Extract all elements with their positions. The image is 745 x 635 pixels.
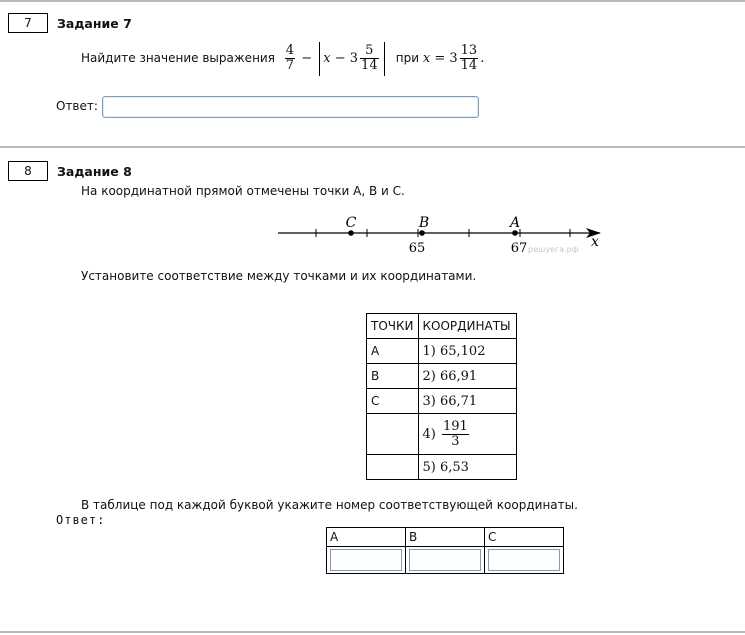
point-cell bbox=[367, 455, 419, 480]
answer-input-c[interactable] bbox=[488, 549, 560, 571]
point-cell: B bbox=[367, 364, 419, 389]
fraction-191-3: $\frac{191}{3}$ bbox=[442, 418, 468, 449]
label-a: A bbox=[509, 215, 521, 231]
top-divider bbox=[0, 0, 745, 2]
number-line bbox=[270, 208, 610, 258]
answer-input-b[interactable] bbox=[409, 549, 481, 571]
task-divider bbox=[0, 146, 745, 148]
bottom-divider bbox=[0, 631, 745, 633]
header-points: ТОЧКИ bbox=[367, 314, 419, 339]
task-8-final-instruction: В таблице под каждой буквой укажите номер соответствующей координаты. bbox=[81, 498, 578, 512]
watermark: решуега.рф bbox=[528, 245, 579, 254]
table-row bbox=[367, 414, 517, 455]
answer-cell bbox=[485, 547, 564, 574]
task-7-statement bbox=[81, 40, 484, 76]
point-c bbox=[348, 230, 354, 236]
table-row bbox=[367, 364, 517, 389]
axis-label-x: x bbox=[591, 234, 599, 250]
task-8-instruction: Установите соответствие между точками и их координатами. bbox=[81, 269, 477, 283]
fraction-5-14: $\frac{5}{14}$ bbox=[361, 43, 378, 73]
task-7-title: Задание 7 bbox=[57, 16, 132, 31]
abs-left-bar bbox=[319, 42, 320, 76]
answer-cell bbox=[406, 547, 485, 574]
answer-header-c: C bbox=[485, 528, 564, 547]
answer-header-a: A bbox=[327, 528, 406, 547]
answer-header-b: B bbox=[406, 528, 485, 547]
point-b bbox=[419, 230, 425, 236]
answer-input-a[interactable] bbox=[330, 549, 402, 571]
answer-input-row bbox=[327, 547, 564, 574]
header-coordinates: КООРДИНАТЫ bbox=[418, 314, 516, 339]
point-cell bbox=[367, 414, 419, 455]
table-row bbox=[367, 455, 517, 480]
task-7-answer-label: Ответ: bbox=[56, 99, 98, 113]
label-c: C bbox=[345, 215, 357, 231]
coord-cell: 5) 6,53 bbox=[418, 455, 516, 480]
answer-table bbox=[326, 527, 564, 574]
task-7-number: 7 bbox=[8, 13, 48, 33]
matching-table bbox=[366, 313, 517, 480]
expression: $\frac{4}{7}$ − x − 3 $\frac{5}{14}$ bbox=[283, 51, 392, 66]
coord-cell: 1) 65,102 bbox=[418, 339, 516, 364]
task-8-number: 8 bbox=[8, 161, 48, 181]
coord-cell: 4) $\frac{191}{3}$ bbox=[418, 414, 516, 455]
x-value: x = 3 $\frac{13}{14}$ . bbox=[422, 43, 485, 73]
point-cell: A bbox=[367, 339, 419, 364]
point-cell: C bbox=[367, 389, 419, 414]
table-row bbox=[367, 389, 517, 414]
task-8-title: Задание 8 bbox=[57, 164, 132, 179]
answer-cell bbox=[327, 547, 406, 574]
point-a bbox=[512, 230, 518, 236]
task-7-prompt: Найдите значение выражения bbox=[81, 51, 275, 65]
task-8-prompt: На координатной прямой отмечены точки A, B и C. bbox=[81, 184, 405, 198]
fraction-13-14: $\frac{13}{14}$ bbox=[460, 43, 478, 73]
tick-label-65: 65 bbox=[408, 241, 426, 256]
tick-label-67: 67 bbox=[510, 241, 528, 256]
label-b: B bbox=[418, 215, 430, 231]
task-7-answer-input[interactable] bbox=[102, 96, 479, 118]
table-header-row bbox=[367, 314, 517, 339]
fraction-4-7: $\frac{4}{7}$ bbox=[285, 43, 295, 73]
table-row bbox=[367, 339, 517, 364]
task-7-at: при bbox=[395, 51, 419, 65]
coord-cell: 3) 66,71 bbox=[418, 389, 516, 414]
task-8-answer-label: Ответ: bbox=[56, 513, 106, 527]
coord-cell: 2) 66,91 bbox=[418, 364, 516, 389]
answer-header-row bbox=[327, 528, 564, 547]
abs-right-bar bbox=[384, 42, 385, 76]
